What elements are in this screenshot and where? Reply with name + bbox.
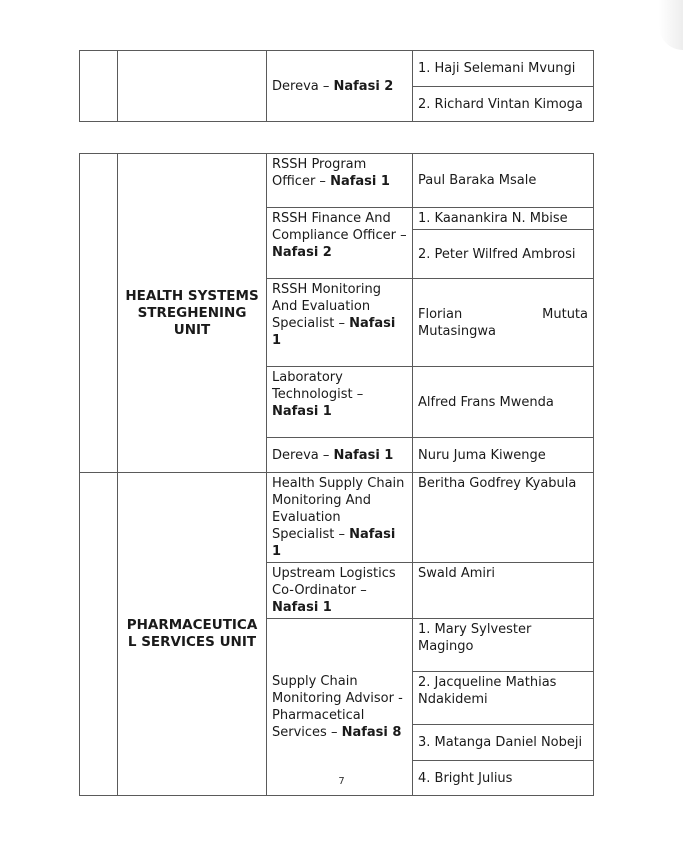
name-cell <box>413 87 594 122</box>
person-name: 1. Kaanankira N. Mbise <box>418 211 568 226</box>
name-cell <box>413 230 594 279</box>
name-cell <box>413 672 594 725</box>
person-name: Paul Baraka Msale <box>418 173 537 188</box>
person-name: 2. Richard Vintan Kimoga <box>418 96 583 112</box>
person-name: 3. Matanga Daniel Nobeji <box>418 735 583 750</box>
role-cell <box>267 563 413 619</box>
unit-name-pharmaceutical: PHARMACEUTICAL SERVICES UNIT <box>118 473 267 796</box>
unit-name-health-systems: HEALTH SYSTEMS STREGHENING UNIT <box>118 154 267 473</box>
role-title: Dereva – <box>272 78 334 94</box>
person-last-name: Mutasingwa <box>418 323 496 339</box>
person-name: Nuru Juma Kiwenge <box>418 447 546 463</box>
role-title: RSSH Program Officer – <box>272 157 367 189</box>
role-cell <box>267 51 413 122</box>
role-vacancies: Nafasi 1 <box>272 600 332 615</box>
number-cell <box>80 473 118 796</box>
name-cell <box>413 725 594 761</box>
person-name: 2. Jacqueline Mathias Ndakidemi <box>418 675 557 707</box>
role-title: Dereva – <box>272 447 334 463</box>
name-cell <box>413 367 594 438</box>
role-cell <box>267 619 413 796</box>
person-first-name: Florian <box>418 306 463 322</box>
name-cell <box>413 51 594 87</box>
name-cell <box>413 438 594 473</box>
role-title: RSSH Finance And Compliance Officer – <box>272 211 407 243</box>
role-cell <box>267 473 413 563</box>
role-title: Laboratory Technologist – <box>272 370 364 402</box>
role-vacancies: Nafasi 1 <box>333 447 394 463</box>
name-cell <box>413 279 594 367</box>
person-name: 1. Mary Sylvester Magingo <box>418 622 532 654</box>
name-cell <box>413 563 594 619</box>
role-vacancies: Nafasi 2 <box>333 78 394 94</box>
role-cell <box>267 367 413 438</box>
page-corner-shadow <box>659 0 683 50</box>
role-title: Upstream Logistics Co-Ordinator – <box>272 566 396 598</box>
person-name: 4. Bright Julius <box>418 770 513 786</box>
role-vacancies: Nafasi 1 <box>272 316 396 348</box>
unit-cell <box>118 51 267 122</box>
table-units <box>79 153 594 796</box>
role-vacancies: Nafasi 8 <box>341 725 402 740</box>
role-vacancies: Nafasi 2 <box>272 245 332 260</box>
number-cell <box>80 51 118 122</box>
name-cell <box>413 208 594 230</box>
role-vacancies: Nafasi 1 <box>272 527 396 559</box>
person-name: Alfred Frans Mwenda <box>418 394 554 410</box>
table-continued <box>79 50 594 122</box>
role-title: Supply Chain Monitoring Advisor - Pharmacetical Services – <box>272 674 403 740</box>
person-middle-name: Mututa <box>542 306 588 322</box>
role-title: RSSH Monitoring And Evaluation Specialist – <box>272 282 381 331</box>
name-cell <box>413 619 594 672</box>
role-cell <box>267 279 413 367</box>
role-vacancies: Nafasi 1 <box>330 174 390 189</box>
role-cell <box>267 208 413 279</box>
role-vacancies: Nafasi 1 <box>272 404 332 419</box>
name-cell <box>413 473 594 563</box>
page-number: 7 <box>338 776 345 787</box>
name-cell <box>413 154 594 208</box>
number-cell <box>80 154 118 473</box>
role-title: Health Supply Chain Monitoring And Evaluation Specialist – <box>272 476 405 542</box>
role-cell <box>267 438 413 473</box>
person-name: 2. Peter Wilfred Ambrosi <box>418 246 576 262</box>
person-name: Swald Amiri <box>418 566 495 581</box>
person-name: Beritha Godfrey Kyabula <box>418 476 577 491</box>
person-name: 1. Haji Selemani Mvungi <box>418 61 576 76</box>
role-cell <box>267 154 413 208</box>
